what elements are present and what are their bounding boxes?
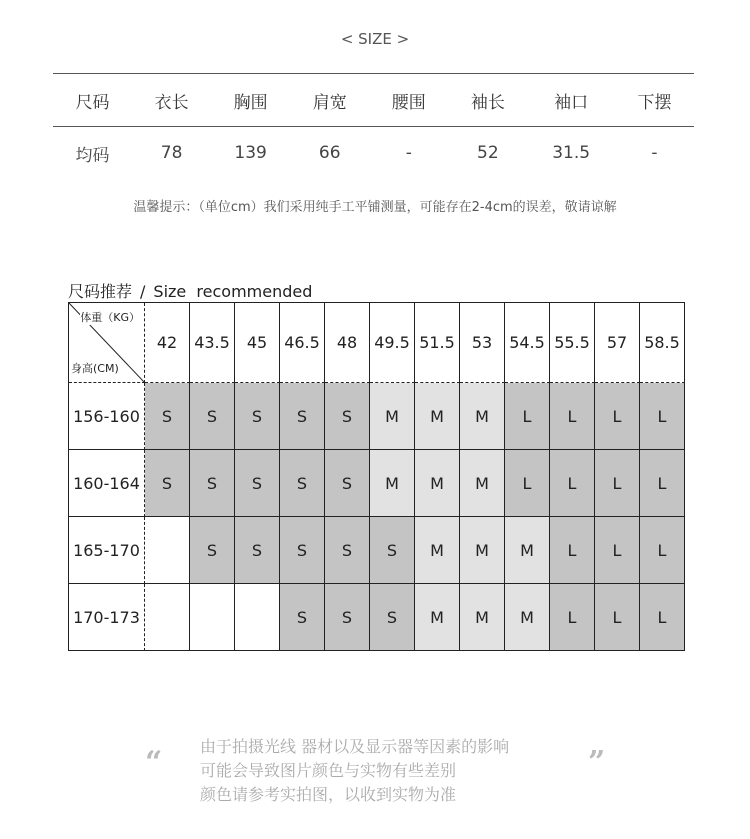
recommend-title-en: Size recommended bbox=[153, 282, 313, 301]
size-cell: S bbox=[325, 383, 370, 450]
size-cell: L bbox=[550, 517, 595, 584]
grid-corner bbox=[69, 303, 145, 383]
cell-sleeve: 52 bbox=[477, 143, 499, 163]
disclaimer-line: 可能会导致图片颜色与实物有些差别 bbox=[200, 761, 457, 780]
size-cell bbox=[235, 584, 280, 651]
cell-shoulder: 66 bbox=[318, 143, 341, 163]
size-cell: L bbox=[640, 517, 685, 584]
size-title: < SIZE > bbox=[340, 30, 410, 48]
size-cell: S bbox=[370, 517, 415, 584]
weight-header-cell: 49.5 bbox=[370, 303, 415, 383]
size-table bbox=[53, 73, 694, 179]
weight-header-cell: 48 bbox=[325, 303, 370, 383]
disclaimer-line: 由于拍摄光线 器材以及显示器等因素的影响 bbox=[200, 737, 510, 756]
measurement-note: 温馨提示：（单位cm）我们采用纯手工平铺测量，可能存在2-4cm的误差，敬请谅解 bbox=[133, 200, 617, 215]
header-length: 衣长 bbox=[132, 74, 211, 127]
size-cell: L bbox=[640, 383, 685, 450]
height-row-label: 156-160 bbox=[69, 383, 145, 450]
size-cell bbox=[145, 584, 190, 651]
size-cell: S bbox=[325, 517, 370, 584]
recommend-title-separator: / bbox=[140, 282, 146, 301]
size-cell: M bbox=[415, 517, 460, 584]
cell-bust: 139 bbox=[234, 143, 267, 163]
size-cell: L bbox=[595, 383, 640, 450]
height-axis-label: 身高(CM) bbox=[71, 362, 119, 375]
size-cell: S bbox=[235, 517, 280, 584]
size-cell: L bbox=[595, 450, 640, 517]
height-row-label: 170-173 bbox=[69, 584, 145, 651]
size-cell: L bbox=[505, 383, 550, 450]
weight-header-cell: 58.5 bbox=[640, 303, 685, 383]
size-cell: S bbox=[325, 450, 370, 517]
header-cuff: 袖口 bbox=[527, 74, 615, 127]
size-cell: S bbox=[280, 584, 325, 651]
weight-header-cell: 54.5 bbox=[505, 303, 550, 383]
open-quote-icon: “ bbox=[145, 745, 163, 780]
header-bust: 胸围 bbox=[211, 74, 290, 127]
size-cell bbox=[145, 517, 190, 584]
size-cell: L bbox=[550, 584, 595, 651]
cell-length: 78 bbox=[160, 143, 183, 163]
header-sleeve: 袖长 bbox=[448, 74, 527, 127]
disclaimer-line: 颜色请参考实拍图，以收到实物为准 bbox=[200, 785, 457, 804]
size-cell: S bbox=[280, 383, 325, 450]
size-table-header-row bbox=[53, 74, 694, 127]
recommend-title-cn: 尺码推荐 bbox=[68, 282, 133, 301]
weight-header-cell: 57 bbox=[595, 303, 640, 383]
cell-cuff: 31.5 bbox=[552, 143, 591, 163]
size-cell: M bbox=[460, 584, 505, 651]
table-row bbox=[53, 127, 694, 180]
height-row-label: 160-164 bbox=[69, 450, 145, 517]
size-cell: M bbox=[505, 517, 550, 584]
weight-header-cell: 53 bbox=[460, 303, 505, 383]
size-cell: S bbox=[370, 584, 415, 651]
size-cell: L bbox=[640, 450, 685, 517]
header-shoulder: 肩宽 bbox=[290, 74, 369, 127]
size-cell: M bbox=[370, 450, 415, 517]
weight-axis-label: 体重（KG） bbox=[80, 311, 140, 324]
size-cell: S bbox=[190, 517, 235, 584]
header-size: 尺码 bbox=[53, 74, 132, 127]
size-cell: L bbox=[640, 584, 685, 651]
close-quote-icon: ” bbox=[588, 745, 606, 780]
size-cell: S bbox=[145, 383, 190, 450]
weight-header-cell: 43.5 bbox=[190, 303, 235, 383]
size-cell: S bbox=[235, 383, 280, 450]
cell-hem: - bbox=[651, 143, 658, 163]
height-row-label: 165-170 bbox=[69, 517, 145, 584]
size-cell: S bbox=[280, 450, 325, 517]
size-cell: S bbox=[190, 383, 235, 450]
size-cell: L bbox=[595, 584, 640, 651]
size-cell: S bbox=[235, 450, 280, 517]
weight-header-cell: 42 bbox=[145, 303, 190, 383]
weight-header-cell: 51.5 bbox=[415, 303, 460, 383]
size-cell: S bbox=[280, 517, 325, 584]
size-cell: M bbox=[460, 383, 505, 450]
size-cell: L bbox=[505, 450, 550, 517]
size-cell: L bbox=[595, 517, 640, 584]
cell-size: 均码 bbox=[75, 145, 110, 166]
size-recommend-grid bbox=[68, 302, 685, 651]
size-cell: M bbox=[460, 450, 505, 517]
size-cell bbox=[190, 584, 235, 651]
size-cell: L bbox=[550, 450, 595, 517]
size-cell: S bbox=[325, 584, 370, 651]
cell-waist: - bbox=[405, 143, 412, 163]
size-cell: M bbox=[415, 450, 460, 517]
size-cell: S bbox=[190, 450, 235, 517]
recommend-title bbox=[68, 279, 312, 302]
header-hem: 下摆 bbox=[615, 74, 694, 127]
size-cell: M bbox=[415, 383, 460, 450]
header-waist: 腰围 bbox=[369, 74, 448, 127]
size-cell: M bbox=[460, 517, 505, 584]
size-cell: M bbox=[370, 383, 415, 450]
weight-header-cell: 55.5 bbox=[550, 303, 595, 383]
weight-header-cell: 45 bbox=[235, 303, 280, 383]
size-cell: L bbox=[550, 383, 595, 450]
size-cell: M bbox=[415, 584, 460, 651]
weight-header-cell: 46.5 bbox=[280, 303, 325, 383]
size-cell: M bbox=[505, 584, 550, 651]
color-disclaimer bbox=[200, 735, 509, 807]
size-cell: S bbox=[145, 450, 190, 517]
